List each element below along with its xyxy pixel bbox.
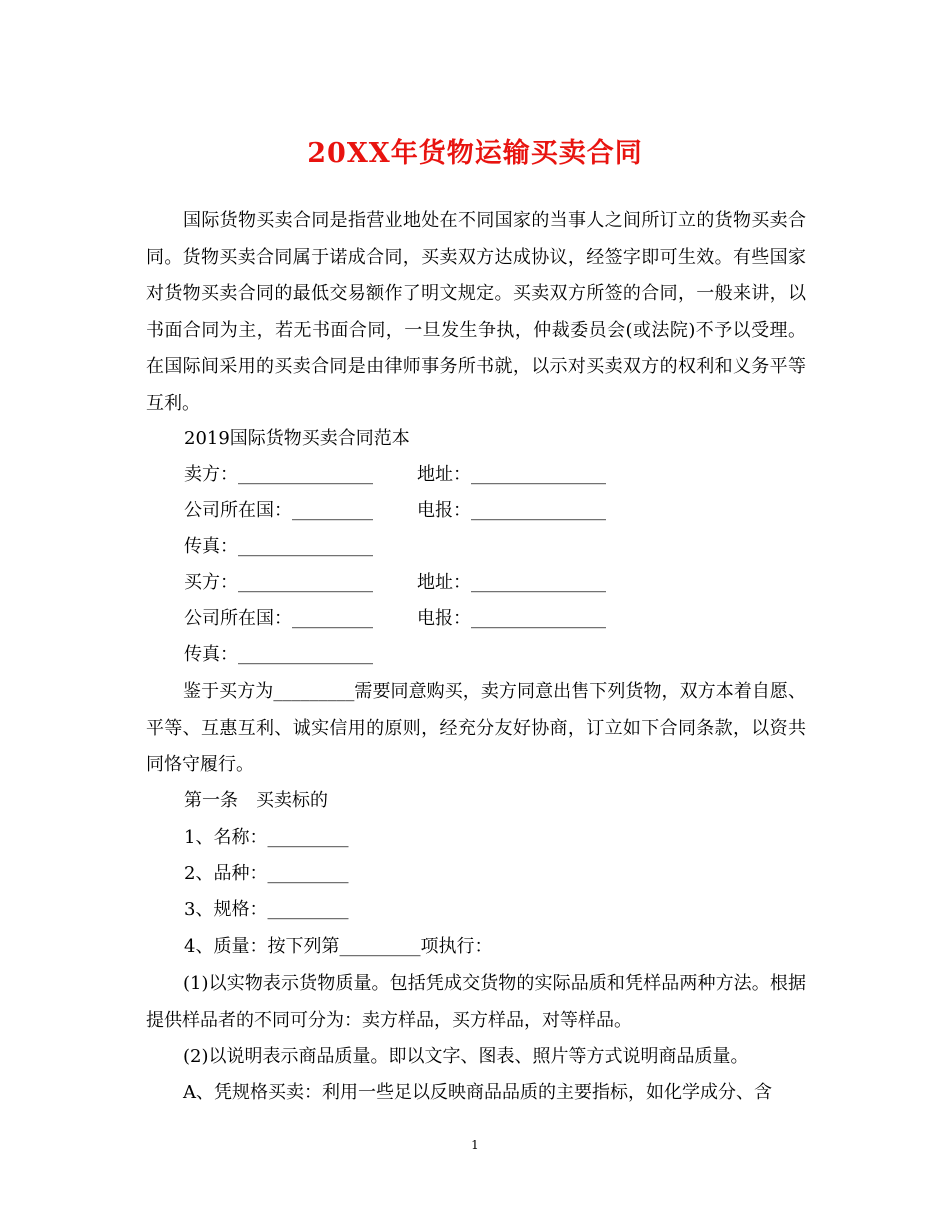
quality-method-2: (2)以说明表示商品质量。即以文字、图表、照片等方式说明商品质量。 (183, 1046, 749, 1067)
seller-address-field: 地址：_______________ (417, 464, 606, 485)
sample-title: 2019国际货物买卖合同范本 (184, 428, 410, 449)
seller-party-field: 卖方：_______________ (184, 464, 373, 485)
intro-paragraph: 国际货物买卖合同是指营业地处在不同国家的当事人之间所订立的货物买卖合同。货物买卖合同属于诺成合同，买卖双方达成协议，经签字即可生效。有些国家对货物买卖合同的最低交易额作了明文规定。买卖双方所签的合同，一般来讲，以书面合同为主，若无书面合同，一旦发生争执，仲裁委员会(或法院)不予以受理。在国际间采用的买卖合同是由律师事务所书就，以示对买卖双方的权利和义务平等互利。 (146, 210, 806, 414)
buyer-party-field: 买方：_______________ (184, 572, 373, 593)
seller-fax-field: 传真：_______________ (184, 536, 373, 557)
item-name: 1、名称：_________ (184, 827, 349, 848)
buyer-telegram-field: 电报：_______________ (417, 608, 606, 629)
buyer-country-field: 公司所在国：_________ (184, 608, 373, 629)
document-title: 20XX年货物运输买卖合同 (307, 138, 643, 169)
preamble-paragraph: 鉴于买方为_________需要同意购买，卖方同意出售下列货物，双方本着自愿、平等、互惠互利、诚实信用的原则，经充分友好协商，订立如下合同条款，以资共同恪守履行。 (146, 681, 806, 775)
seller-telegram-field: 电报：_______________ (417, 500, 606, 521)
seller-country-field: 公司所在国：_________ (184, 500, 373, 521)
article-1-heading: 第一条 买卖标的 (184, 790, 328, 811)
quality-method-1: (1)以实物表示货物质量。包括凭成交货物的实际品质和凭样品两种方法。根据提供样品者的不同可分为：卖方样品，买方样品，对等样品。 (146, 973, 806, 1031)
item-quality: 4、质量：按下列第_________项执行： (184, 936, 493, 957)
item-variety: 2、品种：_________ (184, 863, 349, 884)
quality-method-a: A、凭规格买卖：利用一些足以反映商品品质的主要指标，如化学成分、含 (183, 1082, 772, 1103)
page-number: 1 (471, 1138, 479, 1152)
item-spec: 3、规格：_________ (184, 899, 349, 920)
buyer-fax-field: 传真：_______________ (184, 644, 373, 665)
buyer-address-field: 地址：_______________ (417, 572, 606, 593)
